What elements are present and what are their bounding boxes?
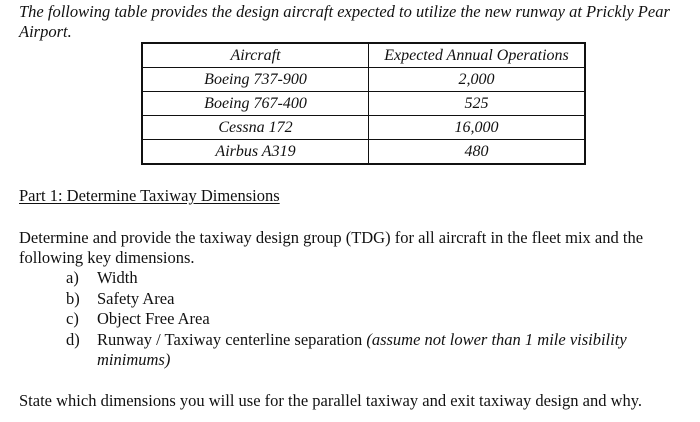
aircraft-cell: Airbus A319 xyxy=(142,140,369,165)
list-item-label: Safety Area xyxy=(97,288,175,308)
list-marker: d) xyxy=(66,329,80,349)
operations-cell: 480 xyxy=(369,140,586,165)
aircraft-table xyxy=(141,42,586,165)
intro-text: The following table provides the design aircraft expected to utilize the new runway at Prickly Pear Airport. xyxy=(19,2,670,41)
table-row xyxy=(142,68,585,92)
column-header-aircraft: Aircraft xyxy=(142,43,369,68)
list-marker: b) xyxy=(66,288,80,308)
column-header-operations: Expected Annual Operations xyxy=(369,43,586,68)
aircraft-cell: Boeing 767-400 xyxy=(142,92,369,116)
aircraft-cell: Boeing 737-900 xyxy=(142,68,369,92)
list-item xyxy=(66,330,686,371)
table-row xyxy=(142,116,585,140)
list-item-label: Runway / Taxiway centerline separation xyxy=(97,329,363,349)
table-row xyxy=(142,92,585,116)
aircraft-cell: Cessna 172 xyxy=(142,116,369,140)
part-heading: Part 1: Determine Taxiway Dimensions xyxy=(19,186,280,205)
list-marker: c) xyxy=(66,309,79,328)
list-item-note: (assume not lower than 1 mile visibility minimums) xyxy=(97,329,627,369)
list-item-label: Object Free Area xyxy=(97,309,210,328)
table-row xyxy=(142,140,585,165)
operations-cell: 2,000 xyxy=(369,68,586,92)
task-text: Determine and provide the taxiway design group (TDG) for all aircraft in the fleet mix and the following key dimensions. xyxy=(19,228,644,267)
list-item-label: Width xyxy=(97,268,138,287)
list-item xyxy=(66,309,686,330)
list-marker: a) xyxy=(66,268,79,287)
table-header-row xyxy=(142,43,585,68)
closing-text: State which dimensions you will use for the parallel taxiway and exit taxiway design and why. xyxy=(19,391,643,410)
dimension-list xyxy=(66,268,686,371)
list-item xyxy=(66,268,686,289)
list-item xyxy=(66,289,686,310)
operations-cell: 525 xyxy=(369,92,586,116)
operations-cell: 16,000 xyxy=(369,116,586,140)
